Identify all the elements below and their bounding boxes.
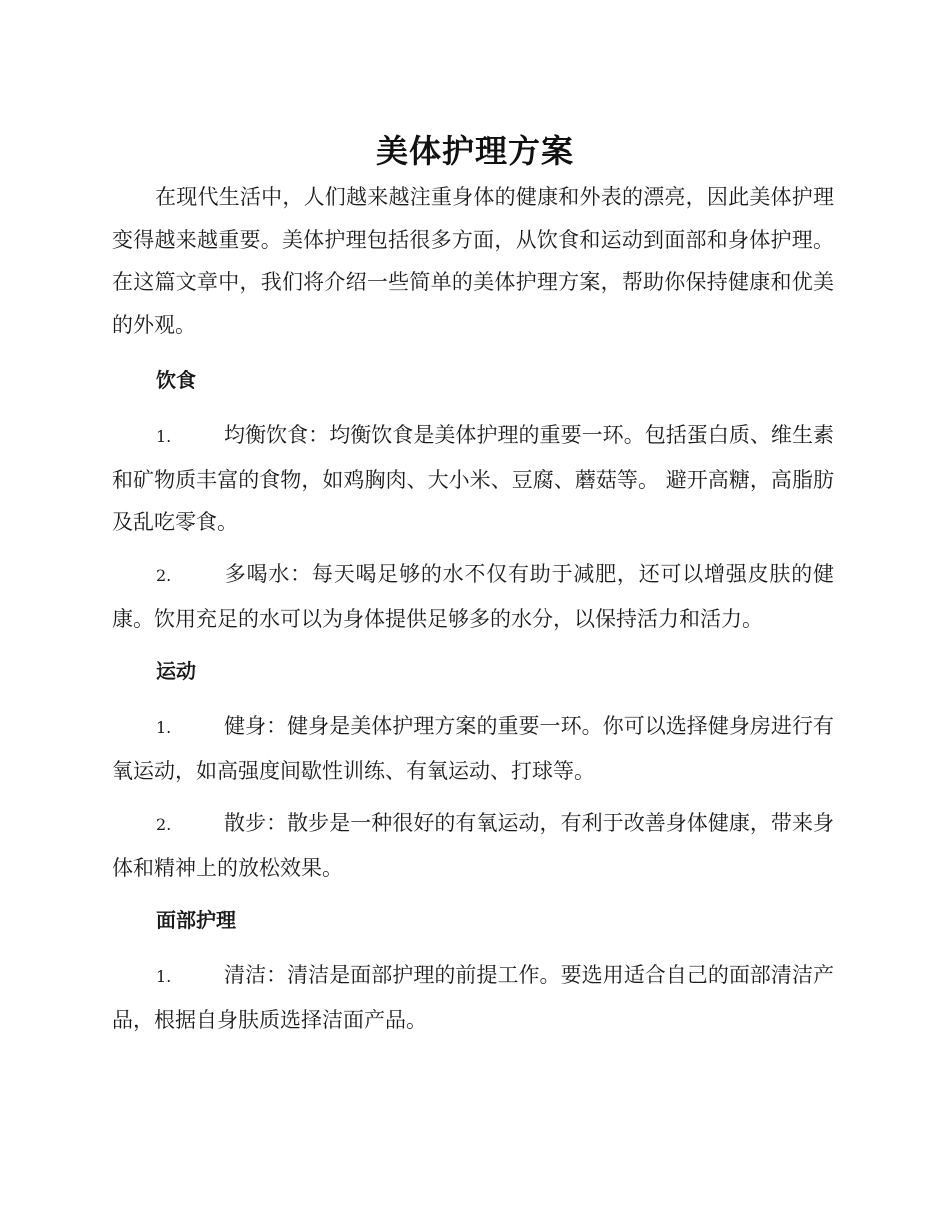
- list-item-number: 2.: [156, 566, 172, 585]
- list-item-number: 1.: [156, 718, 172, 737]
- section-heading-facial-care: 面部护理: [156, 908, 236, 932]
- list-item: [112, 553, 834, 640]
- list-item-text: 均衡饮食：均衡饮食是美体护理的重要一环。包括蛋白质、维生素和矿物质丰富的食物，如鸡胸肉、大小米、豆腐、蘑菇等。 避开高糖，高脂肪及乱吃零食。: [112, 423, 834, 534]
- list-item-number: 1.: [156, 427, 172, 446]
- list-item: [112, 705, 834, 792]
- list-item-text: 清洁：清洁是面部护理的前提工作。要选用适合自己的面部清洁产品，根据自身肤质选择洁面产品。: [112, 963, 834, 1032]
- list-item-text: 健身：健身是美体护理方案的重要一环。你可以选择健身房进行有氧运动，如高强度间歇性训练、有氧运动、打球等。: [112, 714, 834, 783]
- document-title: 美体护理方案: [375, 132, 574, 170]
- list-item: [112, 802, 834, 889]
- intro-paragraph: 在现代生活中，人们越来越注重身体的健康和外表的漂亮，因此美体护理变得越来越重要。美体护理包括很多方面，从饮食和运动到面部和身体护理。在这篇文章中，我们将介绍一些简单的美体护理方案，帮助你保持健康和优美的外观。: [112, 185, 834, 337]
- section-heading-diet: 饮食: [156, 368, 196, 392]
- section-heading-exercise: 运动: [156, 659, 196, 683]
- list-item-number: 2.: [156, 815, 172, 834]
- list-item-text: 多喝水：每天喝足够的水不仅有助于减肥，还可以增强皮肤的健康。饮用充足的水可以为身体提供足够多的水分，以保持活力和活力。: [112, 562, 834, 631]
- list-item-number: 1.: [156, 967, 172, 986]
- list-item: [112, 954, 834, 1041]
- list-item: [112, 414, 834, 544]
- list-item-text: 散步：散步是一种很好的有氧运动，有利于改善身体健康，带来身体和精神上的放松效果。: [112, 811, 834, 880]
